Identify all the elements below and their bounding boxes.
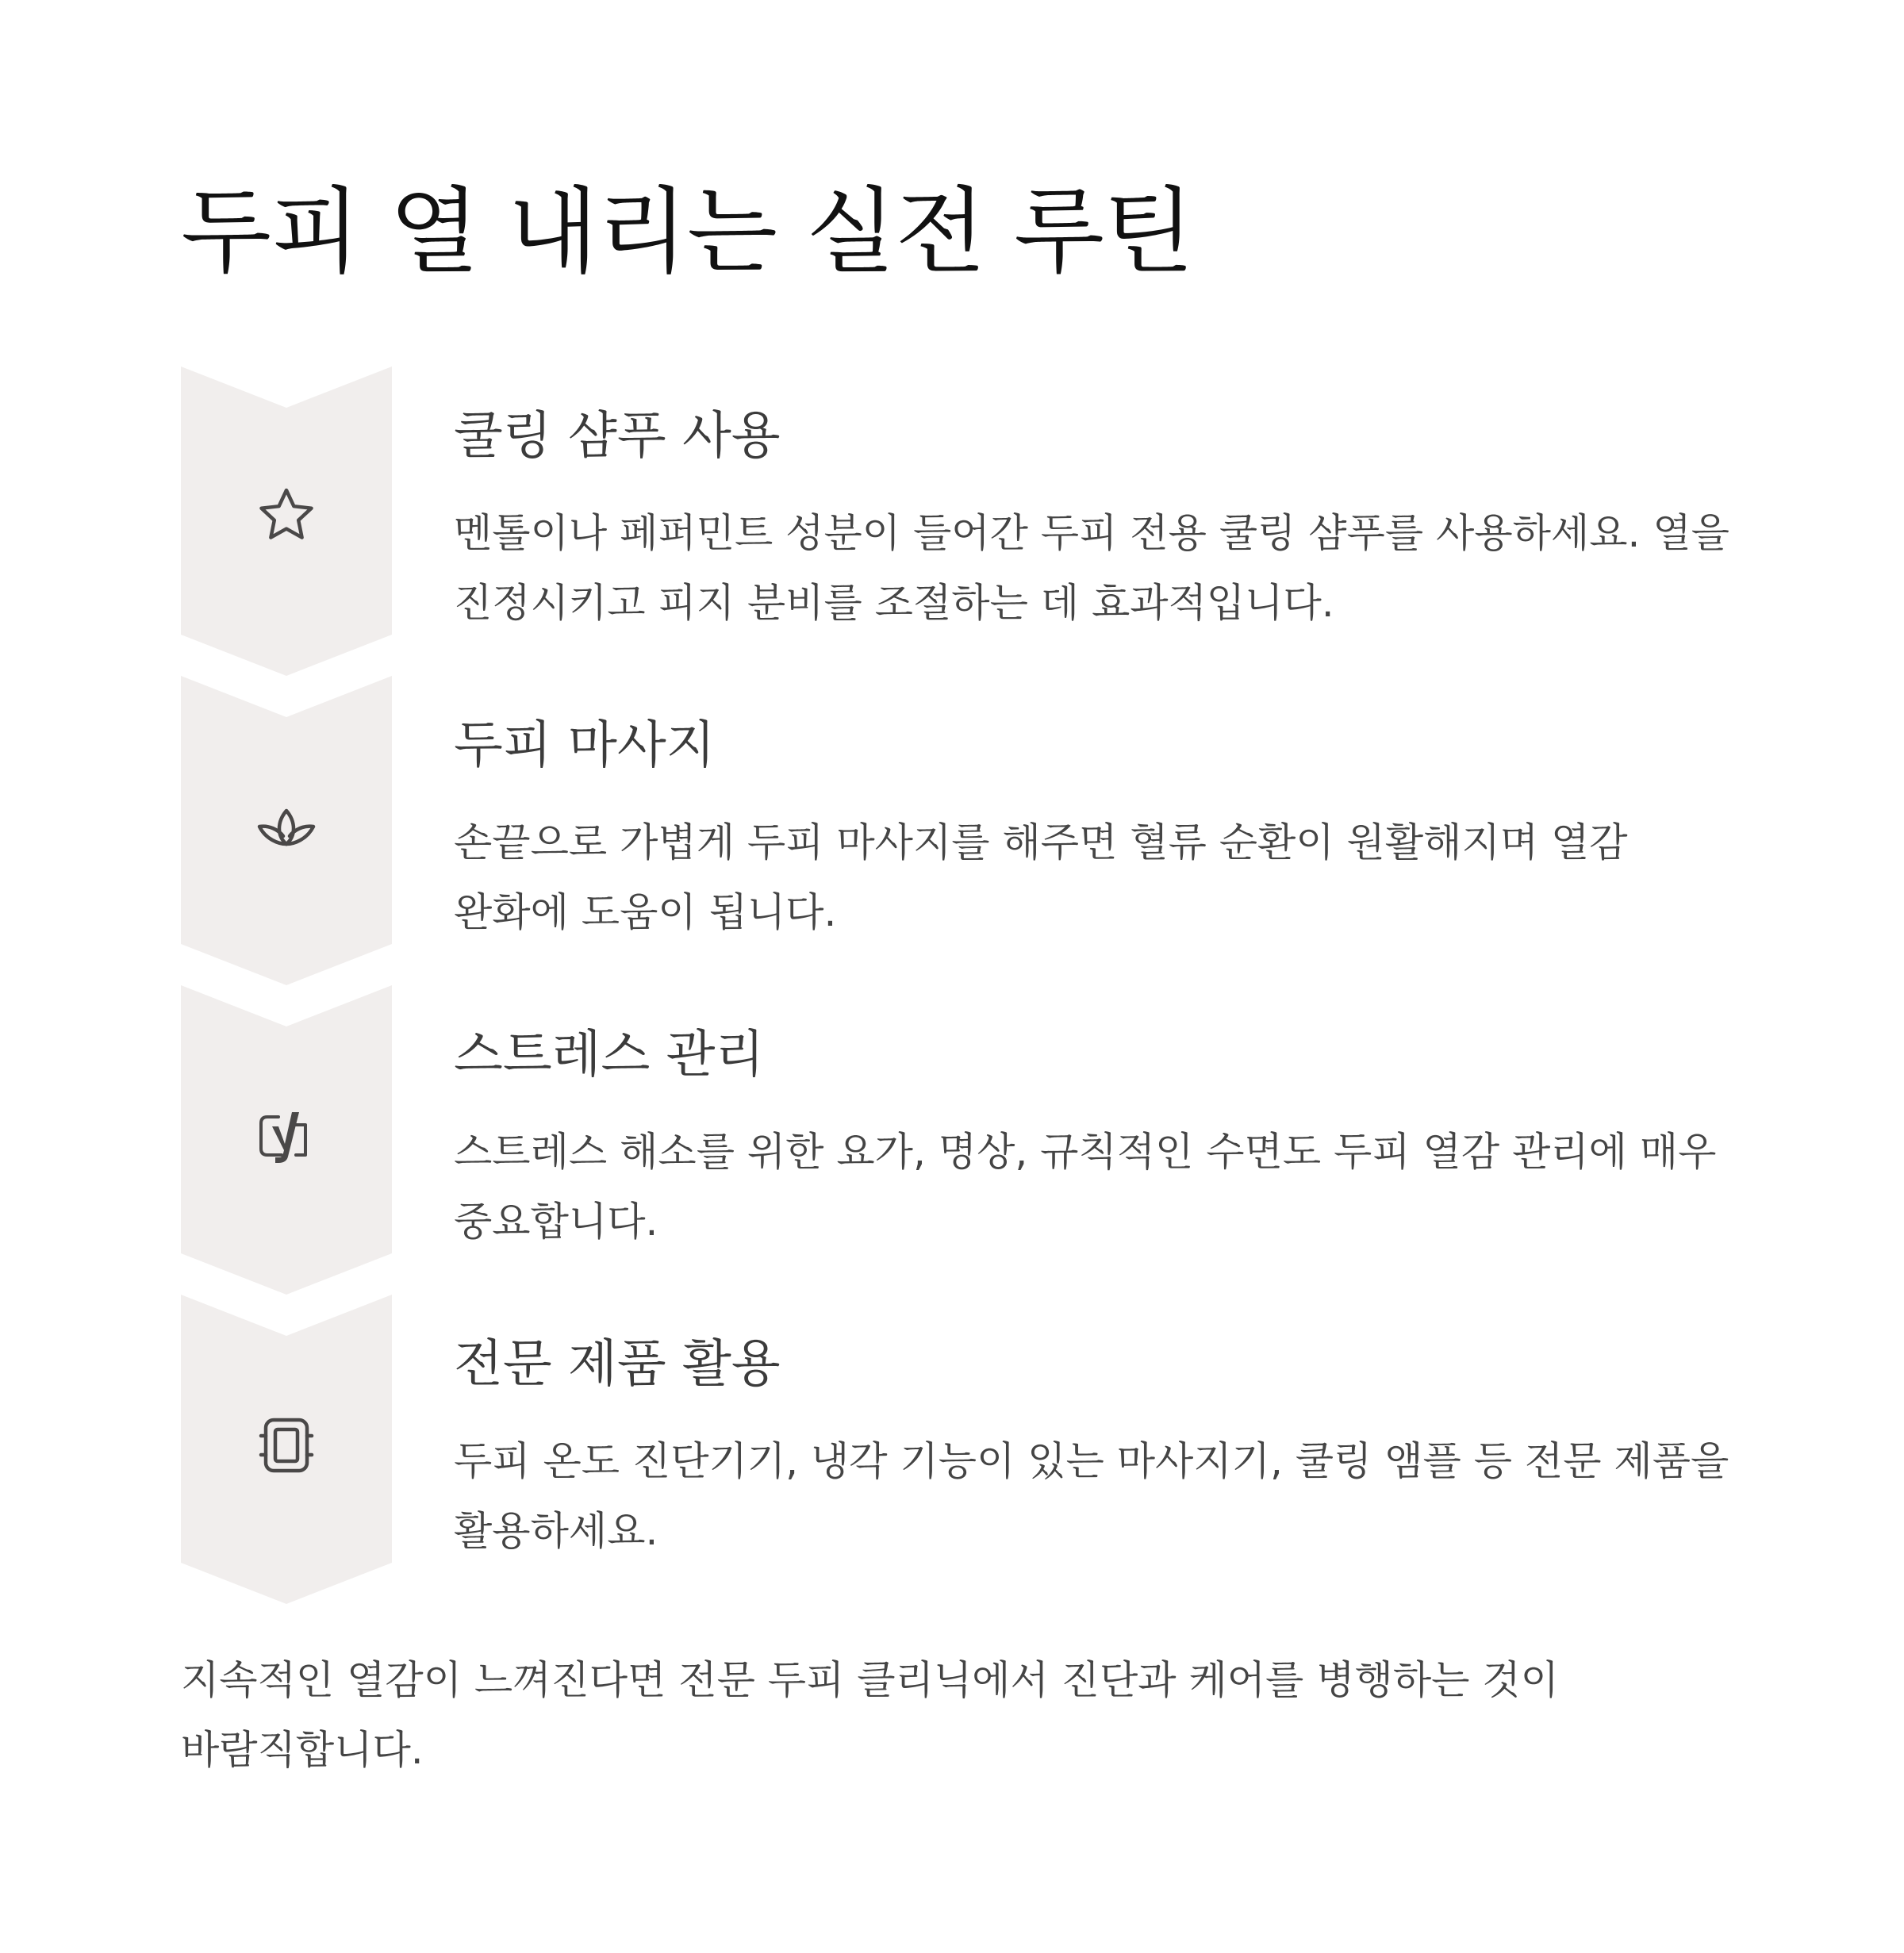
star-icon — [255, 485, 318, 549]
step-description: 스트레스 해소를 위한 요가, 명상, 규칙적인 수면도 두피 열감 관리에 매우 중요합니다. — [454, 1129, 1717, 1245]
device-icon — [255, 1414, 318, 1477]
step-description: 멘톨이나 페퍼민트 성분이 들어간 두피 전용 쿨링 샴푸를 사용하세요. 열을 진정시키고 피지 분비를 조절하는 데 효과적입니다. — [454, 510, 1729, 626]
step-description: 손끝으로 가볍게 두피 마사지를 해주면 혈류 순환이 원활해지며 열감 완화에 도움이 됩니다. — [454, 819, 1628, 935]
routine-step — [181, 366, 1736, 676]
footer-note: 지속적인 열감이 느껴진다면 전문 두피 클리닉에서 진단과 케어를 병행하는 것이 바람직합니다. — [181, 1657, 1559, 1773]
step-heading: 두피 마사지 — [454, 716, 716, 775]
lotus-icon — [255, 795, 318, 858]
routine-step — [181, 1295, 1736, 1604]
step-heading: 전문 제품 활용 — [454, 1335, 781, 1394]
page-title: 두피 열 내리는 실전 루틴 — [181, 177, 1193, 286]
routine-step — [181, 985, 1736, 1295]
step-heading: 쿨링 샴푸 사용 — [454, 407, 781, 466]
routine-step — [181, 676, 1736, 985]
step-heading: 스트레스 관리 — [454, 1026, 765, 1084]
step-description: 두피 온도 진단기기, 냉각 기능이 있는 마사지기, 쿨링 앰플 등 전문 제품을 활용하세요. — [454, 1438, 1729, 1554]
yoast-icon — [255, 1104, 318, 1168]
